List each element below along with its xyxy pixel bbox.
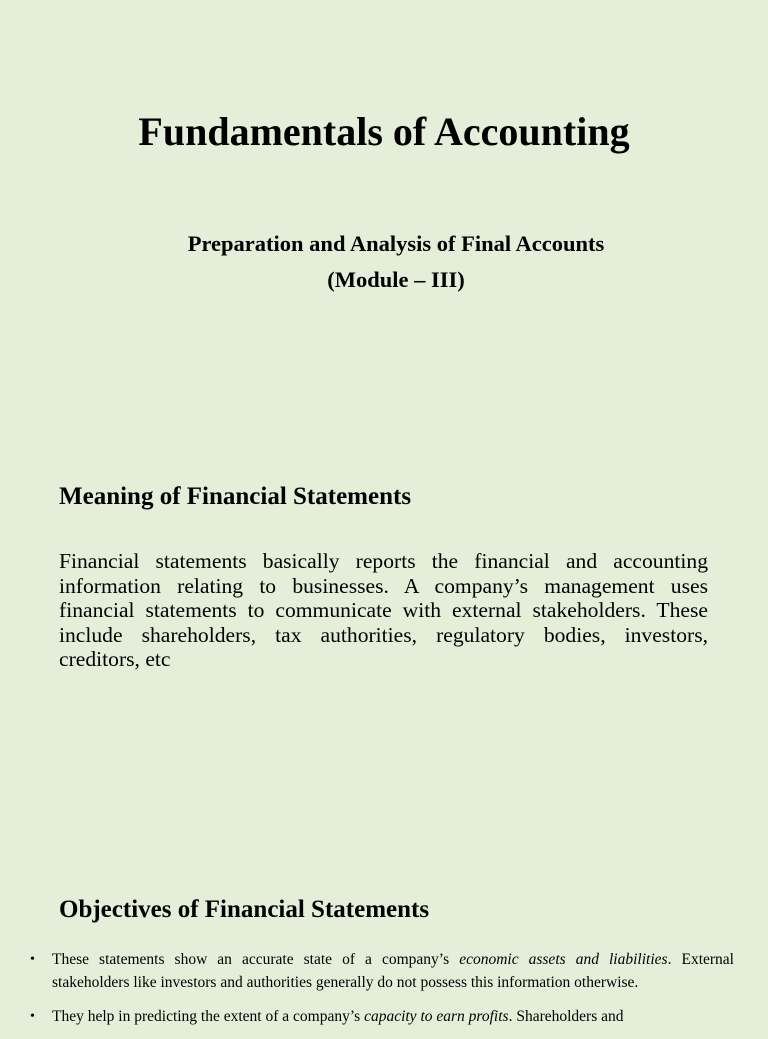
document-title: Fundamentals of Accounting [138, 109, 630, 154]
document-subtitle: Preparation and Analysis of Final Accounts [187, 231, 605, 256]
module-label: (Module – III) [327, 267, 465, 292]
bullet-text: . External stakeholders like investors and authorities generally do not possess this information otherwise. [52, 951, 734, 991]
objectives-list-item [30, 948, 734, 994]
bullet-emphasis: capacity to earn profits [364, 1008, 509, 1025]
bullet-icon: • [30, 952, 35, 967]
bullet-text: . Shareholders and [508, 1008, 624, 1025]
bullet-icon: • [30, 1009, 35, 1024]
bullet-emphasis: economic assets and liabilities [459, 951, 668, 968]
meaning-paragraph: Financial statements basically reports the financial and accounting information relating to businesses. A company’s management uses financial statements to communicate with external stakeholders. These include shareholders, tax authorities, regulatory bodies, investors, creditors, etc [59, 549, 708, 671]
objectives-list [30, 948, 734, 1039]
bullet-text: These statements show an accurate state of a company’s [52, 951, 460, 968]
bullet-text: They help in predicting the extent of a company’s [52, 1008, 365, 1025]
objectives-list-item [30, 1005, 734, 1028]
objectives-heading: Objectives of Financial Statements [59, 896, 430, 923]
meaning-heading: Meaning of Financial Statements [59, 483, 412, 510]
